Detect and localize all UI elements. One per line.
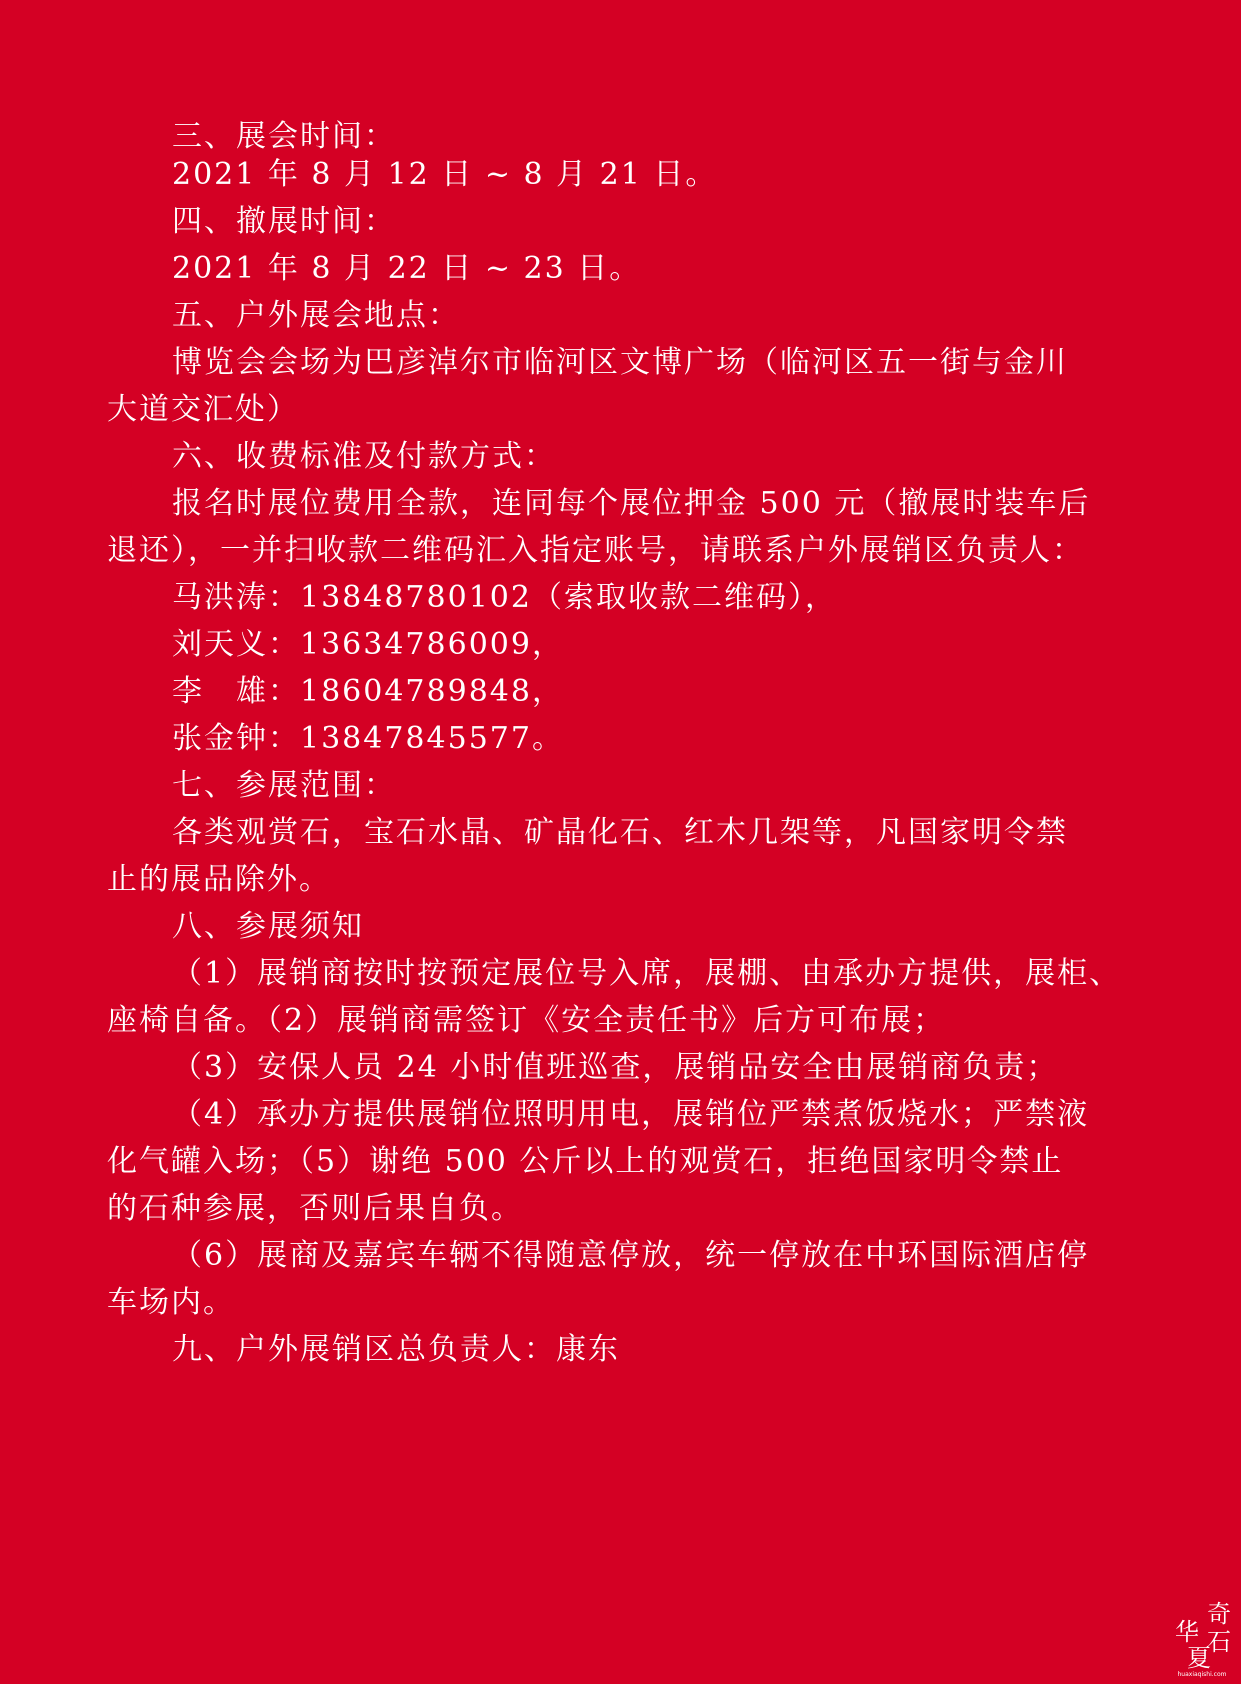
- fees-line-2: 退还），一并扫收款二维码汇入指定账号，请联系户外展销区负责人：: [107, 533, 1084, 568]
- heading-venue: 五、户外展会地点：: [172, 298, 460, 333]
- heading-notice: 八、参展须知: [172, 909, 364, 944]
- contact-li: 李 雄：18604789848，: [172, 674, 564, 709]
- scope-line-1: 各类观赏石，宝石水晶、矿晶化石、红木几架等，凡国家明令禁: [172, 815, 1068, 850]
- watermark-char-2: 华: [1175, 1618, 1199, 1646]
- watermark-char-1: 奇: [1207, 1600, 1231, 1628]
- heading-scope: 七、参展范围：: [172, 768, 396, 803]
- heading-exhibition-time: 三、展会时间：: [172, 119, 396, 154]
- notice-line-3: （3）安保人员 24 小时值班巡查，展销品安全由展销商负责；: [172, 1050, 1059, 1085]
- watermark-char-3: 石: [1207, 1628, 1231, 1656]
- venue-line-2: 大道交汇处）: [107, 392, 299, 427]
- heading-fees: 六、收费标准及付款方式：: [172, 439, 556, 474]
- watermark-char-4: 夏: [1187, 1644, 1211, 1672]
- contact-ma: 马洪涛：13848780102（索取收款二维码），: [172, 580, 837, 615]
- venue-line-1: 博览会会场为巴彦淖尔市临河区文博广场（临河区五一街与金川: [172, 345, 1068, 380]
- watermark-logo: [1169, 1600, 1235, 1678]
- heading-teardown-time: 四、撤展时间：: [172, 204, 396, 239]
- notice-line-6: 的石种参展，否则后果自负。: [107, 1191, 523, 1226]
- notice-line-5: 化气罐入场；（5）谢绝 500 公斤以上的观赏石，拒绝国家明令禁止: [107, 1144, 1064, 1179]
- notice-line-2: 座椅自备。（2）展销商需签订《安全责任书》后方可布展；: [107, 1003, 946, 1038]
- notice-line-4: （4）承办方提供展销位照明用电，展销位严禁煮饭烧水；严禁液: [172, 1097, 1090, 1132]
- scope-line-2: 止的展品除外。: [107, 862, 331, 897]
- heading-manager: 九、户外展销区总负责人：康东: [172, 1332, 620, 1367]
- exhibition-dates: 2021 年 8 月 12 日 ~ 8 月 21 日。: [172, 157, 718, 192]
- watermark-url: huaxiaqishi.com: [1177, 1671, 1227, 1678]
- notice-line-1: （1）展销商按时按预定展位号入席，展棚、由承办方提供，展柜、: [172, 956, 1122, 991]
- teardown-dates: 2021 年 8 月 22 日 ~ 23 日。: [172, 251, 642, 286]
- notice-line-8: 车场内。: [107, 1285, 235, 1320]
- notice-line-7: （6）展商及嘉宾车辆不得随意停放，统一停放在中环国际酒店停: [172, 1238, 1090, 1273]
- fees-line-1: 报名时展位费用全款，连同每个展位押金 500 元（撤展时装车后: [172, 486, 1091, 521]
- contact-liu: 刘天义：13634786009，: [172, 627, 564, 662]
- contact-zhang: 张金钟：13847845577。: [172, 721, 564, 756]
